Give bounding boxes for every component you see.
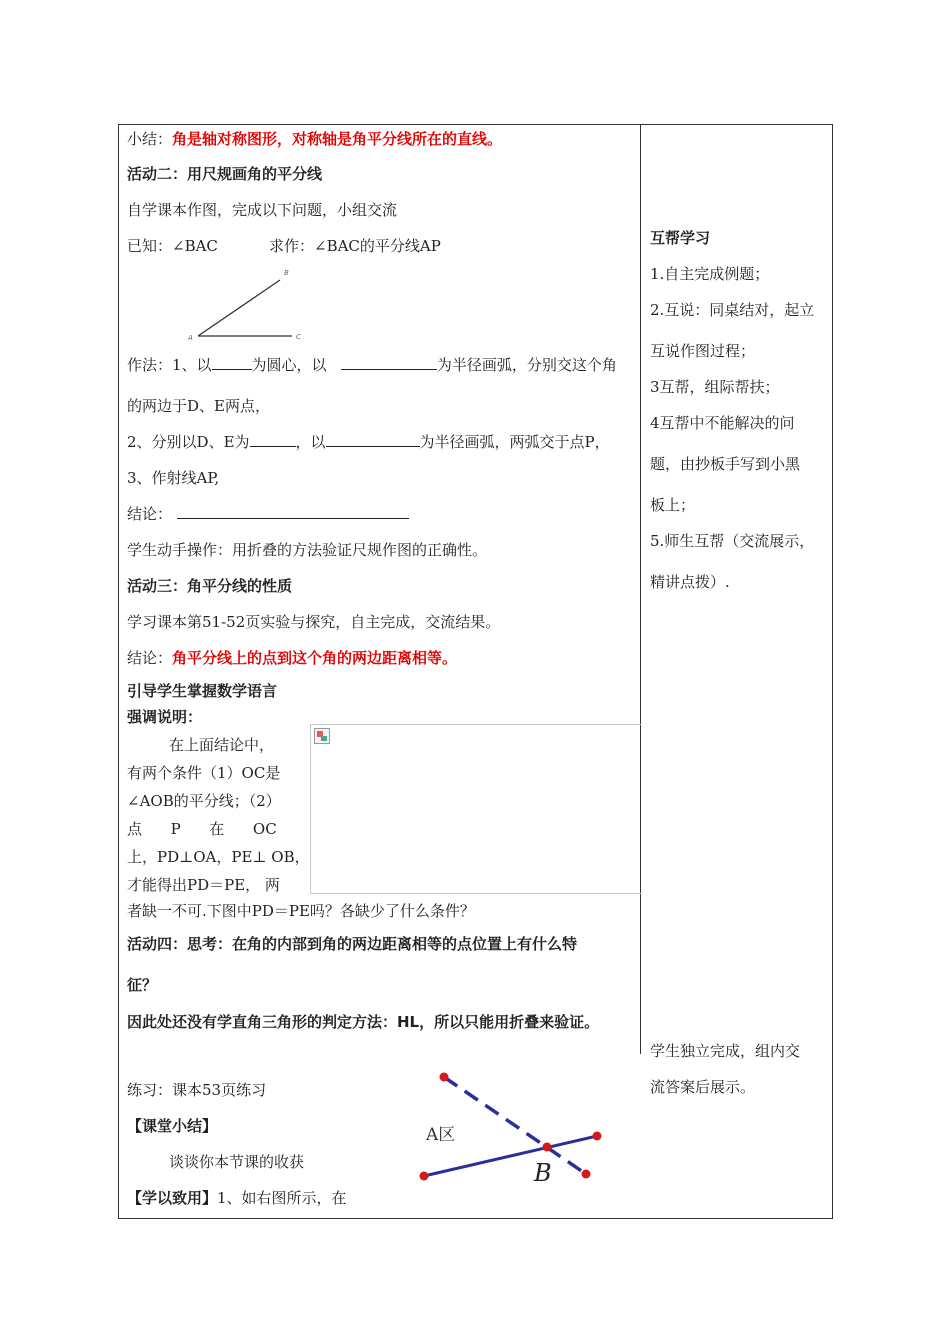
point-dashed-start <box>440 1073 449 1082</box>
activity3-conclusion-text: 角平分线上的点到这个角的两边距离相等。 <box>172 649 458 667</box>
emphasis-line-4: 点 P 在 OC <box>127 820 277 838</box>
missing-image-frame <box>310 724 641 894</box>
sidebar-item: 精讲点拨）. <box>650 573 730 591</box>
emphasis-line-1: 在上面结论中， <box>169 736 275 754</box>
sidebar-title: 互帮学习 <box>650 229 711 247</box>
label-a: A <box>188 334 193 342</box>
activity2-find: 求作：∠BAC的平分线AP <box>269 237 441 255</box>
conclusion-blank <box>177 504 409 519</box>
table-left-border <box>118 124 119 1219</box>
column-divider <box>640 124 641 1054</box>
sidebar-item: 2.互说：同桌结对，起立 <box>650 301 815 319</box>
sidebar-item: 1.自主完成例题； <box>650 265 770 283</box>
apply-line <box>127 1188 347 1208</box>
label-b: B <box>284 269 289 277</box>
summary-label: 小结： <box>127 130 173 148</box>
class-summary-title: 【课堂小结】 <box>127 1117 218 1135</box>
activity3-conclusion <box>127 648 457 668</box>
emphasis-line-7: 者缺一不可.下图中PD＝PE吗？各缺少了什么条件？ <box>127 902 475 920</box>
step1-line <box>127 355 617 375</box>
step2-part-c: 为半径画弧，两弧交于点P， <box>419 433 610 451</box>
point-dashed-end <box>582 1170 591 1179</box>
step2-line <box>127 432 610 452</box>
ray-ab <box>198 280 280 336</box>
table-right-border <box>832 124 833 1219</box>
radius-blank <box>341 355 437 370</box>
label-b-point: B <box>534 1159 552 1187</box>
point-solid-end <box>593 1132 602 1141</box>
angle-figure <box>180 266 310 342</box>
summary-text: 角是轴对称图形，对称轴是角平分线所在的直线。 <box>172 130 503 148</box>
guide-line: 引导学生掌握数学语言 <box>127 682 278 700</box>
emphasis-line-5: 上，PD⊥OA，PE⊥ OB， <box>127 848 310 866</box>
point-solid-start <box>420 1172 429 1181</box>
activity4-title-2: 征？ <box>127 976 158 994</box>
dashed-line <box>444 1077 586 1174</box>
sidebar-item: 3互帮，组际帮扶； <box>650 378 780 396</box>
step3-line: 3、作射线AP, <box>127 469 220 487</box>
activity4-title-1: 活动四：思考：在角的内部到角的两边距离相等的点位置上有什么特 <box>127 935 578 953</box>
bottom-separator <box>118 1218 370 1219</box>
activity3-conclusion-label: 结论： <box>127 649 173 667</box>
emphasis-label: 强调说明： <box>127 708 203 726</box>
activity2-known: 已知：∠BAC <box>127 237 218 255</box>
step2-part-b: ，以 <box>295 433 326 451</box>
conclusion-label: 结论： <box>127 505 173 523</box>
broken-image-icon <box>314 728 330 744</box>
sidebar-item: 4互帮中不能解决的问 <box>650 414 795 432</box>
sidebar-item: 题，由抄板手写到小黑 <box>650 455 801 473</box>
point-b <box>543 1143 552 1152</box>
activity3-study: 学习课本第51-52页实验与探究，自主完成，交流结果。 <box>127 613 501 631</box>
emphasis-line-6: 才能得出PD＝PE， 两 <box>127 876 280 894</box>
step1-part-c: 为半径画弧，分别交这个角 <box>436 356 617 374</box>
step1-part-a: 作法：1、以 <box>127 356 212 374</box>
activity2-intro: 自学课本作图，完成以下问题，小组交流 <box>127 201 398 219</box>
step2-blank-2 <box>326 432 420 447</box>
activity2-title: 活动二：用尺规画角的平分线 <box>127 165 323 183</box>
label-c: C <box>296 333 301 341</box>
table-top-border <box>118 124 832 125</box>
emphasis-line-3: ∠AOB的平分线；（2） <box>127 792 281 810</box>
sidebar-bottom-1: 学生独立完成，组内交 <box>650 1042 801 1060</box>
sidebar-bottom-2: 流答案后展示。 <box>650 1078 756 1096</box>
center-blank <box>212 355 252 370</box>
sidebar-item: 板上； <box>650 496 696 514</box>
step2-blank-1 <box>250 432 296 447</box>
emphasis-line-2: 有两个条件（1）OC是 <box>127 764 281 782</box>
road-figure <box>410 1066 620 1192</box>
verify-line: 学生动手操作：用折叠的方法验证尺规作图的正确性。 <box>127 541 488 559</box>
activity4-note: 因此处还没有学直角三角形的判定方法：HL，所以只能用折叠来验证。 <box>127 1013 600 1031</box>
step2-part-a: 2、分别以D、E为 <box>127 433 250 451</box>
activity3-title: 活动三：角平分线的性质 <box>127 577 293 595</box>
conclusion-line <box>127 504 409 524</box>
class-summary-text: 谈谈你本节课的收获 <box>169 1153 305 1171</box>
apply-text: 1、如右图所示，在 <box>217 1189 347 1207</box>
step1-part-b: 为圆心，以 <box>251 356 327 374</box>
step1-continued: 的两边于D、E两点， <box>127 397 270 415</box>
apply-title: 【学以致用】 <box>127 1189 218 1207</box>
practice-line: 练习：课本53页练习 <box>127 1081 267 1099</box>
label-a-zone: A区 <box>426 1125 456 1145</box>
summary-line <box>127 129 502 149</box>
sidebar-item: 互说作图过程； <box>650 342 756 360</box>
sidebar-item: 5.师生互帮（交流展示， <box>650 532 815 550</box>
